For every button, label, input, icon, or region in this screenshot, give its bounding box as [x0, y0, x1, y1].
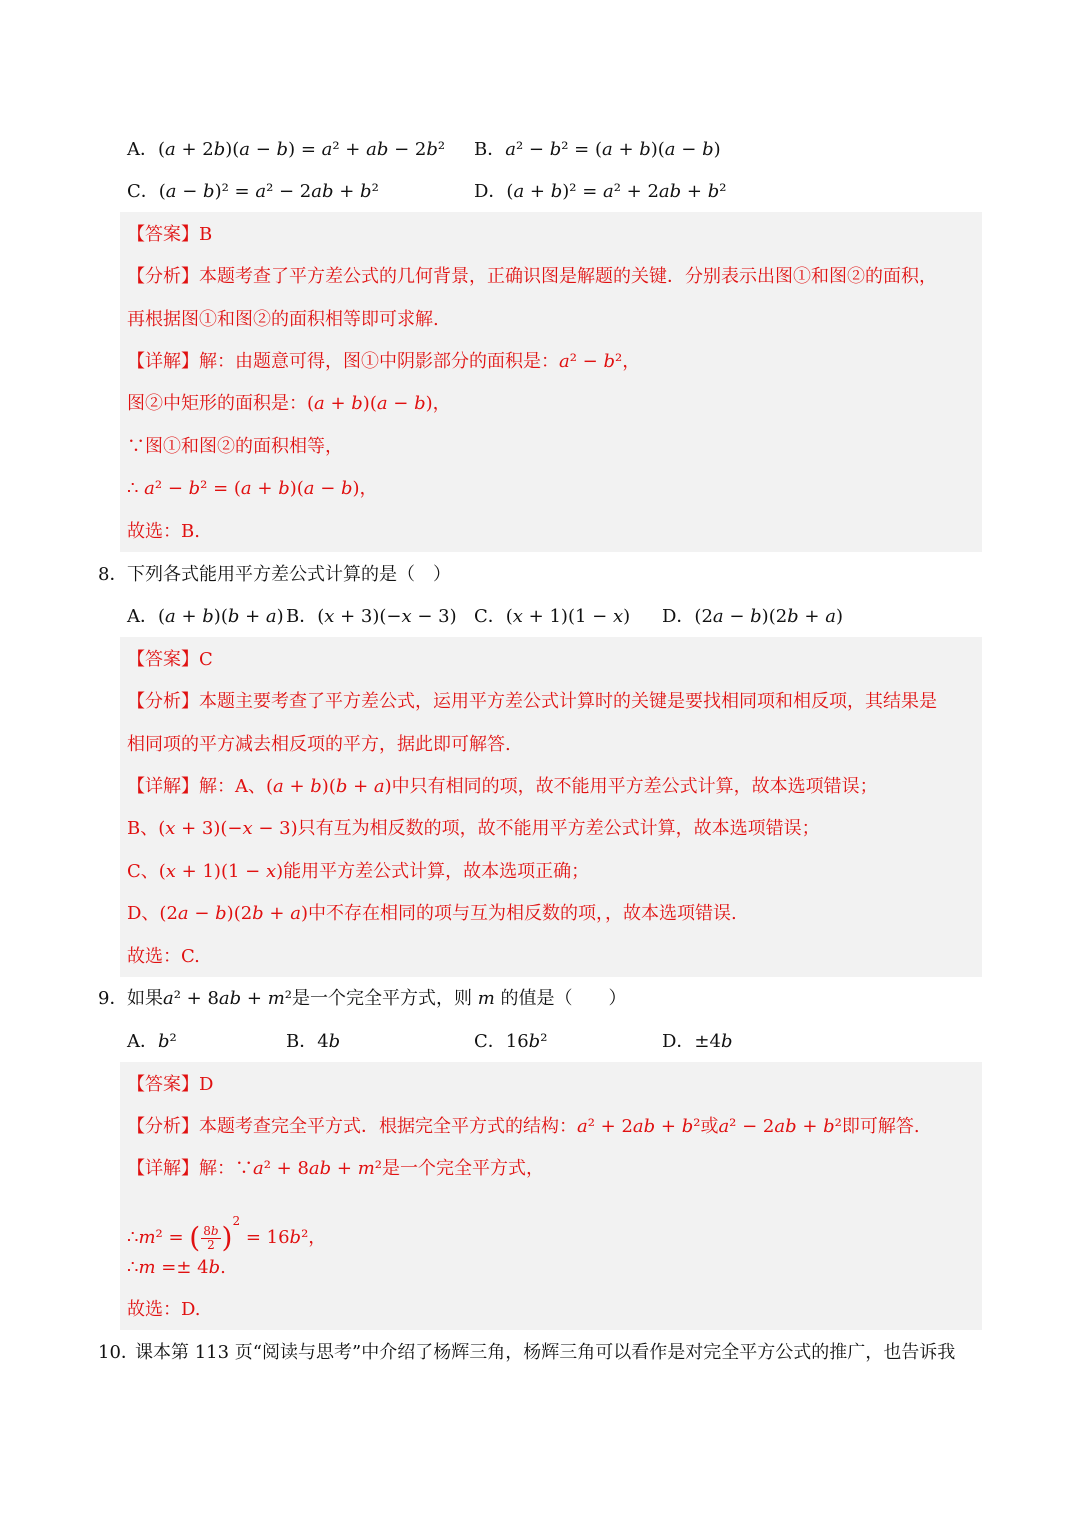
q8-option-b: B．(𝑥 + 3)(−𝑥 − 3): [286, 606, 457, 627]
q7-option-b: B．𝑎² − 𝑏² = (𝑎 + 𝑏)(𝑎 − 𝑏): [474, 139, 721, 160]
q7-analysis-line2: 再根据图①和图②的面积相等即可求解.: [127, 309, 439, 330]
q7-detail-line2: 图②中矩形的面积是：(𝑎 + 𝑏)(𝑎 − 𝑏)，: [127, 393, 451, 414]
q9-option-d: D．±4𝑏: [662, 1031, 733, 1052]
q9-stem: 如果𝑎² + 8𝑎𝑏 + 𝑚²是一个完全平方式，则 𝑚 的值是（ ）: [127, 988, 627, 1009]
q8-option-d: D．(2𝑎 − 𝑏)(2𝑏 + 𝑎): [662, 606, 843, 627]
q9-option-b: B．4𝑏: [286, 1031, 341, 1052]
q8-answer: 【答案】C: [127, 649, 213, 670]
q9-detail2-suffix: = 16𝑏²，: [240, 1227, 327, 1248]
q9-conclusion: 故选：D.: [127, 1299, 201, 1320]
q7-detail-line3: ∵图①和图②的面积相等，: [127, 436, 343, 457]
paren-close: ): [221, 1221, 233, 1254]
q8-analysis-line1: 【分析】本题主要考查了平方差公式，运用平方差公式计算时的关键是要找相同项和相反项，其结果是: [127, 691, 937, 712]
q8-detail-line4: D、(2𝑎 − 𝑏)(2𝑏 + 𝑎)中不存在相同的项与互为相反数的项，，故本选项错误.: [127, 903, 737, 924]
q10-number: 10．: [98, 1342, 139, 1363]
q9-option-a: A．𝑏²: [127, 1031, 177, 1052]
q7-detail-line4: ∴ 𝑎² − 𝑏² = (𝑎 + 𝑏)(𝑎 − 𝑏)，: [127, 478, 378, 499]
q9-analysis: 【分析】本题考查完全平方式．根据完全平方式的结构：𝑎² + 2𝑎𝑏 + 𝑏²或𝑎² − 2𝑎𝑏 + 𝑏²即可解答.: [127, 1116, 920, 1137]
q10-stem: 课本第 113 页“阅读与思考”中介绍了杨辉三角，杨辉三角可以看作是对完全平方公式的推广，也告诉我: [135, 1342, 956, 1363]
q9-answer: 【答案】D: [127, 1074, 214, 1095]
q8-stem: 下列各式能用平方差公式计算的是（ ）: [127, 564, 451, 585]
q9-detail2-prefix: ∴𝑚² =: [127, 1227, 184, 1248]
q7-option-c: C．(𝑎 − 𝑏)² = 𝑎² − 2𝑎𝑏 + 𝑏²: [127, 181, 379, 202]
fraction-denominator: 2: [207, 1237, 215, 1252]
q7-answer: 【答案】B: [127, 224, 213, 245]
q8-option-c: C．(𝑥 + 1)(1 − 𝑥): [474, 606, 631, 627]
q9-detail-line2: [127, 1203, 326, 1256]
q8-solution-box: [120, 637, 982, 977]
q9-number: 9．: [98, 988, 128, 1009]
q7-solution-box: [120, 212, 982, 552]
q7-analysis-line1: 【分析】本题考查了平方差公式的几何背景，正确识图是解题的关键．分别表示出图①和图②的面积，: [127, 266, 937, 287]
q7-option-d: D．(𝑎 + 𝑏)² = 𝑎² + 2𝑎𝑏 + 𝑏²: [474, 181, 727, 202]
q9-detail-line1: 【详解】解：∵𝑎² + 8𝑎𝑏 + 𝑚²是一个完全平方式，: [127, 1158, 544, 1179]
q8-detail-line2: B、(𝑥 + 3)(−𝑥 − 3)只有互为相反数的项，故不能用平方差公式计算，故本选项错误；: [127, 818, 820, 839]
q8-analysis-line2: 相同项的平方减去相反项的平方，据此即可解答.: [127, 734, 511, 755]
q8-option-a: A．(𝑎 + 𝑏)(𝑏 + 𝑎): [127, 606, 284, 627]
q8-number: 8．: [98, 564, 128, 585]
q8-conclusion: 故选：C.: [127, 946, 200, 967]
q9-solution-box: [120, 1062, 982, 1330]
q8-detail-line3: C、(𝑥 + 1)(1 − 𝑥)能用平方差公式计算，故本选项正确；: [127, 861, 590, 882]
fraction-exponent: 2: [232, 1214, 241, 1228]
q7-option-a: A．(𝑎 + 2𝑏)(𝑎 − 𝑏) = 𝑎² + 𝑎𝑏 − 2𝑏²: [127, 139, 446, 160]
q8-detail-line1: 【详解】解：A、(𝑎 + 𝑏)(𝑏 + 𝑎)中只有相同的项，故不能用平方差公式计算，故本选项错误；: [127, 776, 878, 797]
q7-conclusion: 故选：B.: [127, 521, 200, 542]
q9-detail-line3: ∴𝑚 =± 4𝑏.: [127, 1257, 226, 1278]
fraction-numerator: 8𝑏: [203, 1223, 219, 1238]
q7-detail-line1: 【详解】解：由题意可得，图①中阴影部分的面积是：𝑎² − 𝑏²，: [127, 351, 641, 372]
q9-option-c: C．16𝑏²: [474, 1031, 548, 1052]
paren-open: (: [189, 1221, 201, 1254]
fraction: [201, 1225, 220, 1252]
